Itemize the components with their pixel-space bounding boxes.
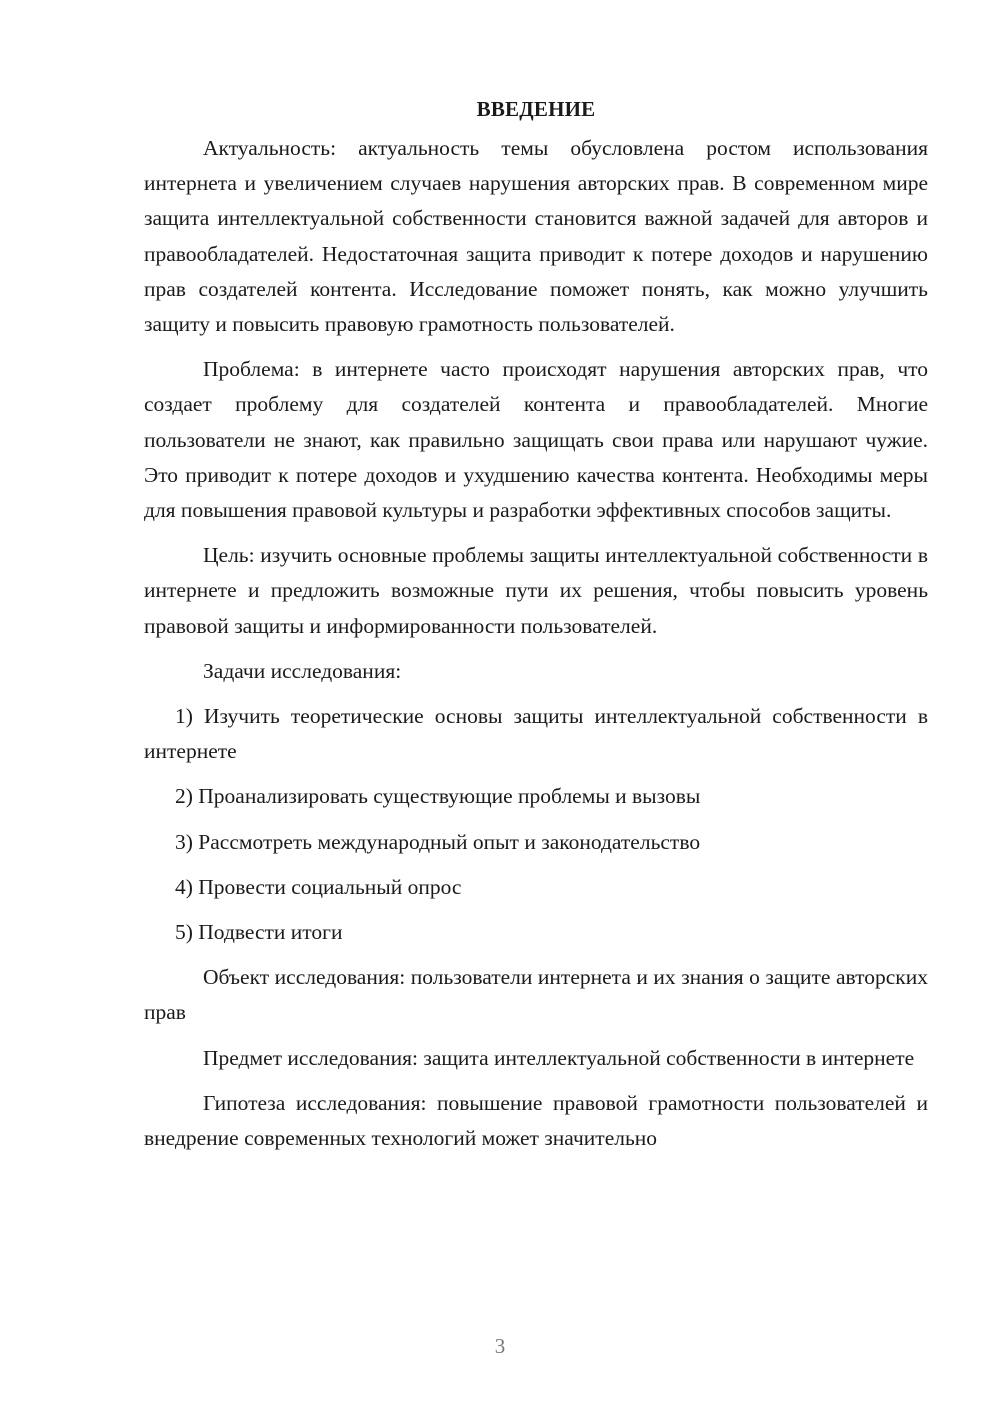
section-title: ВВЕДЕНИЕ <box>476 97 596 121</box>
paragraph-goal: Цель: изучить основные проблемы защиты интеллектуальной собственности в интернете и предложить возможные пути их решения, чтобы повысить уровень правовой защиты и информированности пользователей. <box>144 543 928 638</box>
paragraph-object: Объект исследования: пользователи интернета и их знания о защите авторских прав <box>144 965 928 1025</box>
task-item-1: 1) Изучить теоретические основы защиты интеллектуальной собственности в интернете <box>144 704 928 764</box>
page-number: 3 <box>494 1334 506 1358</box>
paragraph-relevance: Актуальность: актуальность темы обусловлена ростом использования интернета и увеличением случаев нарушения авторских прав. В современном мире защита интеллектуальной собственности становится важной задачей для авторов и правообладателей. Недостаточная защита приводит к потере доходов и нарушению прав создателей контента. Исследование поможет понять, как можно улучшить защиту и повысить правовую грамотность пользователей. <box>144 136 928 337</box>
paragraph-subject: Предмет исследования: защита интеллектуальной собственности в интернете <box>203 1045 915 1070</box>
task-item-3: 3) Рассмотреть международный опыт и законодательство <box>175 829 701 854</box>
task-item-4: 4) Провести социальный опрос <box>175 874 462 899</box>
task-item-5: 5) Подвести итоги <box>175 920 343 945</box>
paragraph-hypothesis: Гипотеза исследования: повышение правовой грамотности пользователей и внедрение современных технологий может значительно <box>144 1090 928 1151</box>
tasks-heading: Задачи исследования: <box>203 658 402 683</box>
paragraph-problem: Проблема: в интернете часто происходят нарушения авторских прав, что создает проблему для создателей контента и правообладателей. Многие пользователи не знают, как правильно защищать свои права или нарушают чужие. Это приводит к потере доходов и ухудшению качества контента. Необходимы меры для повышения правовой культуры и разработки эффективных способов защиты. <box>144 357 928 523</box>
task-item-2: 2) Проанализировать существующие проблемы и вызовы <box>175 784 701 809</box>
document-page <box>144 92 928 1166</box>
